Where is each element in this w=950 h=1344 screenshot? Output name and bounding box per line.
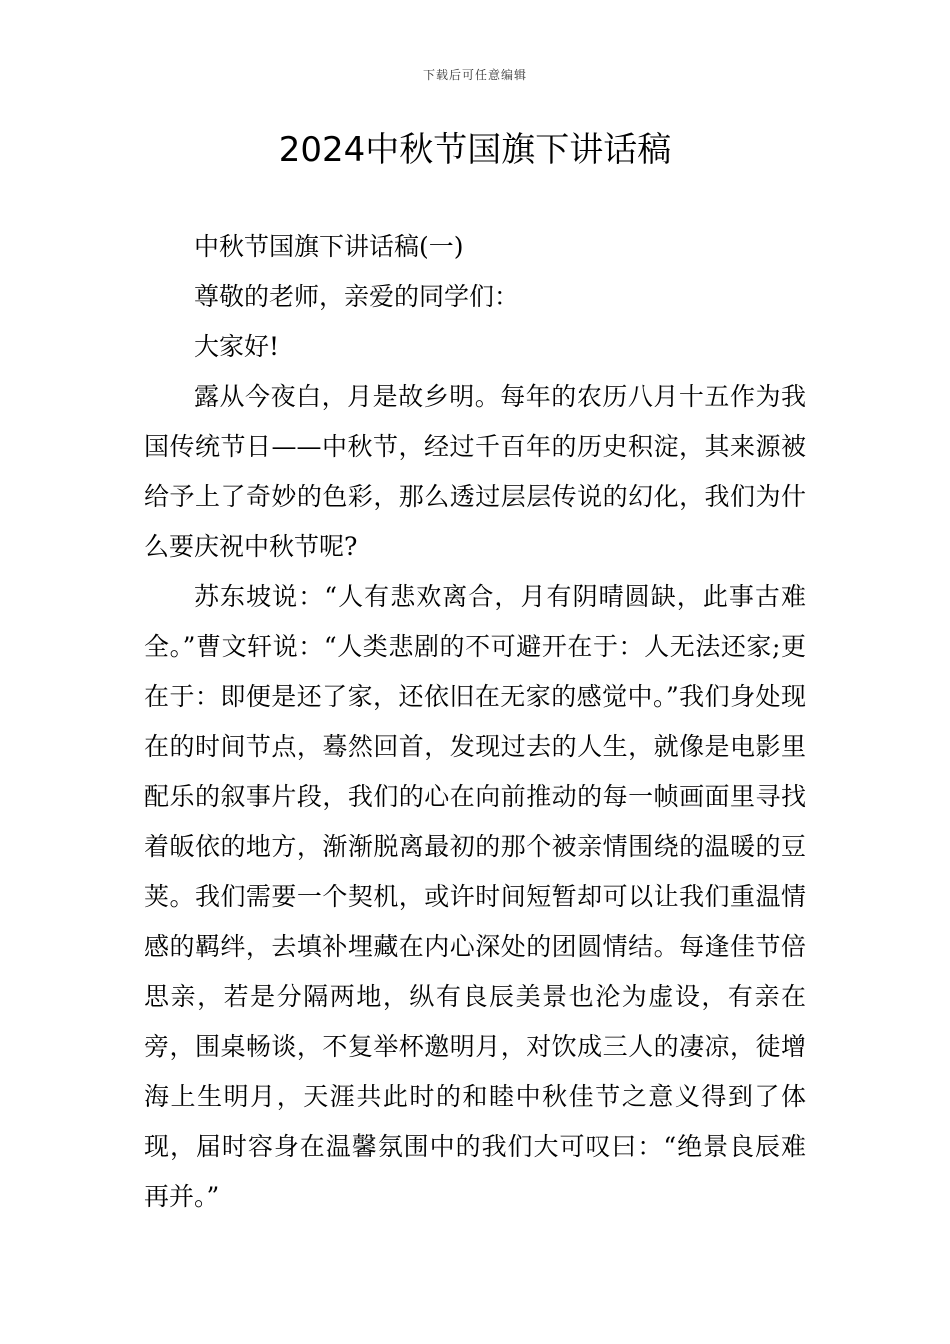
greeting: 大家好! <box>194 332 280 361</box>
header-note: 下载后可任意编辑 <box>422 68 527 82</box>
document-body <box>144 222 806 1222</box>
paragraph-quotes: 苏东坡说：“人有悲欢离合，月有阴晴圆缺，此事古难全。”曹文轩说：“人类悲剧的不可避开在于：人无法还家;更在于：即便是还了家，还依旧在无家的感觉中。”我们身处现在的时间节点，蓦然回首，发现过去的人生，就像是电影里配乐的叙事片段，我们的心在向前推动的每一帧画面里寻找着皈依的地方，渐渐脱离最初的那个被亲情围绕的温暖的豆荚。我们需要一个契机，或许时间短暂却可以让我们重温情感的羁绊，去填补埋藏在内心深处的团圆情结。每逢佳节倍思亲，若是分隔两地，纵有良辰美景也沦为虚设，有亲在旁，围桌畅谈，不复举杯邀明月，对饮成三人的凄凉，徒增海上生明月，天涯共此时的和睦中秋佳节之意义得到了体现，届时容身在温馨氛围中的我们大可叹曰：“绝景良辰难再并。” <box>144 582 806 1211</box>
salutation: 尊敬的老师，亲爱的同学们： <box>194 282 520 311</box>
paragraph-intro: 露从今夜白，月是故乡明。每年的农历八月十五作为我国传统节日——中秋节，经过千百年的历史积淀，其来源被给予上了奇妙的色彩，那么透过层层传说的幻化，我们为什么要庆祝中秋节呢? <box>144 382 806 561</box>
section-heading: 中秋节国旗下讲话稿(一) <box>194 232 464 261</box>
document-title: 2024中秋节国旗下讲话稿 <box>278 130 672 170</box>
